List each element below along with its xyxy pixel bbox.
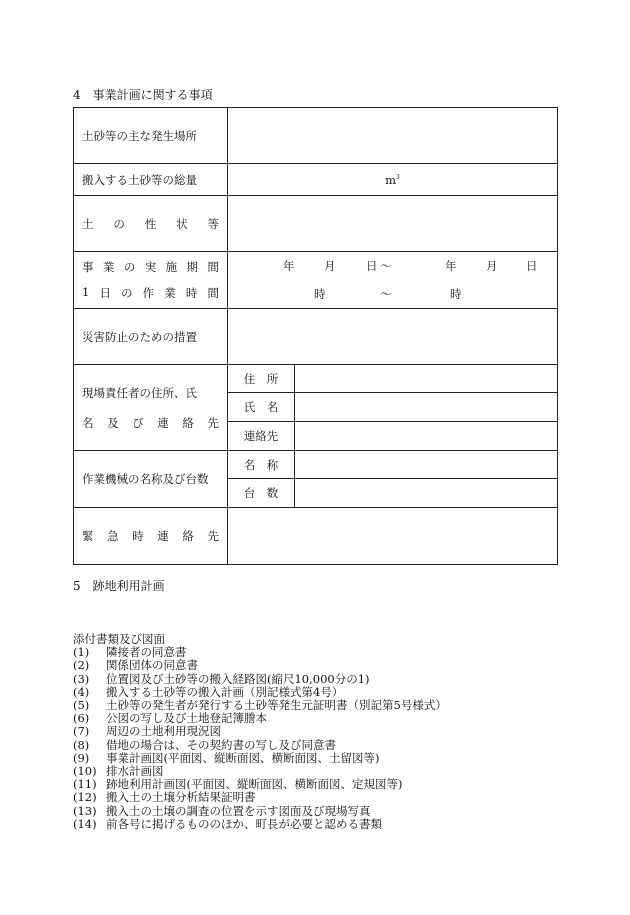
origin-label: 土砂等の主な発生場所	[74, 108, 228, 164]
period-hours-label	[74, 252, 228, 309]
period-row: 年 月 日 ～ 年 月 日	[283, 259, 538, 273]
machine-count-value[interactable]	[295, 479, 558, 508]
disaster-prevention-label: 災害防止のための措置	[74, 309, 228, 365]
list-item: (4) 搬入する土砂等の搬入計画（別記様式第4号）	[73, 684, 344, 699]
list-item: (12) 搬入土の土壌分析結果証明書	[73, 790, 256, 805]
emergency-contact-label: 緊 急 時 連 絡 先	[74, 508, 228, 565]
emergency-contact-value-cell[interactable]	[228, 508, 558, 565]
machine-name-value[interactable]	[295, 451, 558, 479]
site-manager-label: 現場責任者の住所、氏 名 及 び 連 絡 先	[74, 365, 228, 451]
section-5-title: 5 跡地利用計画	[73, 579, 165, 593]
list-item: (8) 借地の場合は、その契約書の写し及び同意書	[73, 737, 336, 752]
manager-name-value[interactable]	[295, 393, 558, 422]
attachments-title: 添付書類及び図面	[73, 632, 165, 646]
soil-properties-label: 土 の 性 状 等	[74, 196, 228, 252]
volume-value-cell[interactable]	[228, 164, 558, 196]
volume-unit: $m^3$	[385, 172, 400, 187]
business-plan-table	[73, 107, 558, 565]
list-item: (13) 搬入土の土壌の調査の位置を示す図面及び現場写真	[73, 803, 371, 818]
volume-label: 搬入する土砂等の総量	[74, 164, 228, 196]
manager-name-label: 氏 名	[228, 393, 295, 422]
origin-value-cell[interactable]	[228, 108, 558, 164]
list-item: (14) 前各号に掲げるもののほか、町長が必要と認める書類	[73, 816, 382, 831]
hours-row: 時 ～ 時	[314, 287, 462, 301]
period-label: 事 業 の 実 施 期 間	[82, 260, 219, 274]
list-item: (10) 排水計画図	[73, 764, 164, 779]
list-item: (9) 事業計画図(平面図、縦断面図、横断面図、土留図等)	[73, 750, 380, 765]
manager-address-label: 住 所	[228, 365, 295, 393]
list-item: (11) 跡地利用計画図(平面図、縦断面図、横断面図、定規図等)	[73, 777, 403, 792]
manager-address-value[interactable]	[295, 365, 558, 393]
attachments-list	[73, 633, 447, 831]
soil-properties-value-cell[interactable]	[228, 196, 558, 252]
period-hours-value-cell[interactable]	[228, 252, 558, 309]
list-item: (2) 関係団体の同意書	[73, 658, 198, 673]
machine-label: 作業機械の名称及び台数	[74, 451, 228, 508]
list-item: (3) 位置図及び土砂等の搬入経路図(縮尺10,000分の1)	[73, 671, 370, 686]
manager-contact-label: 連絡先	[228, 422, 295, 451]
machine-name-label: 名 称	[228, 451, 295, 479]
disaster-prevention-value-cell[interactable]	[228, 309, 558, 365]
list-item: (7) 周辺の土地利用現況図	[73, 724, 221, 739]
list-item: (6) 公図の写し及び土地登記簿謄本	[73, 711, 267, 726]
section-4-title: 4 事業計画に関する事項	[73, 88, 213, 102]
manager-contact-value[interactable]	[295, 422, 558, 451]
machine-count-label: 台 数	[228, 479, 295, 508]
hours-label: 1 日 の 作 業 時 間	[82, 285, 219, 300]
list-item: (5) 土砂等の発生者が発行する土砂等発生元証明書（別記第5号様式）	[73, 698, 447, 713]
list-item: (1) 隣接者の同意書	[73, 645, 187, 660]
